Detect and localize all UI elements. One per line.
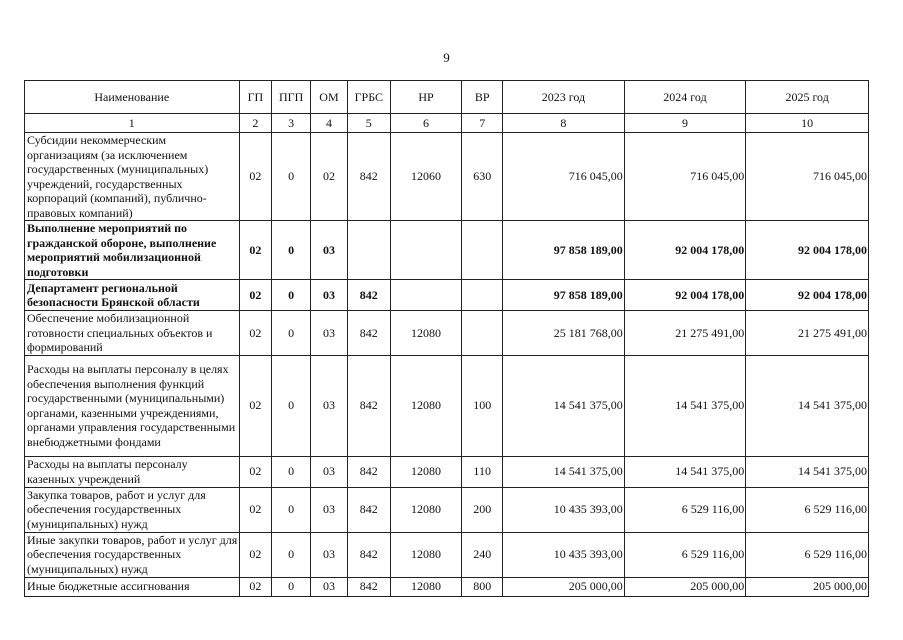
cell-vr	[462, 280, 503, 311]
cell-nr: 12080	[390, 532, 462, 577]
cell-om: 03	[311, 280, 348, 311]
cell-grbs: 842	[347, 487, 390, 532]
cell-gp: 02	[239, 221, 272, 280]
cell-y2023: 10 435 393,00	[503, 487, 625, 532]
col-number: 5	[347, 114, 390, 133]
cell-vr: 100	[462, 355, 503, 456]
cell-grbs: 842	[347, 532, 390, 577]
col-number: 9	[624, 114, 746, 133]
cell-y2024: 716 045,00	[624, 133, 746, 221]
cell-name: Иные бюджетные ассигнования	[25, 577, 240, 596]
cell-gp: 02	[239, 133, 272, 221]
cell-om: 03	[311, 577, 348, 596]
cell-om: 03	[311, 355, 348, 456]
cell-gp: 02	[239, 577, 272, 596]
cell-y2023: 25 181 768,00	[503, 311, 625, 356]
cell-om: 03	[311, 311, 348, 356]
cell-vr: 200	[462, 487, 503, 532]
cell-y2023: 205 000,00	[503, 577, 625, 596]
col-header-2023: 2023 год	[503, 81, 625, 114]
cell-nr	[390, 280, 462, 311]
cell-pgp: 0	[272, 311, 311, 356]
cell-y2024: 92 004 178,00	[624, 221, 746, 280]
cell-pgp: 0	[272, 456, 311, 487]
cell-name: Иные закупки товаров, работ и услуг для обеспечения государственных (муниципальных) нужд	[25, 532, 240, 577]
cell-y2023: 14 541 375,00	[503, 456, 625, 487]
col-header-om: ОМ	[311, 81, 348, 114]
cell-pgp: 0	[272, 577, 311, 596]
cell-pgp: 0	[272, 221, 311, 280]
column-number-row	[25, 114, 869, 133]
cell-om: 03	[311, 456, 348, 487]
page-number: 9	[443, 50, 450, 65]
cell-om: 03	[311, 487, 348, 532]
cell-name: Расходы на выплаты персоналу казенных учреждений	[25, 456, 240, 487]
cell-grbs: 842	[347, 355, 390, 456]
cell-y2025: 92 004 178,00	[746, 221, 869, 280]
cell-grbs: 842	[347, 280, 390, 311]
cell-y2023: 97 858 189,00	[503, 280, 625, 311]
col-header-grbs: ГРБС	[347, 81, 390, 114]
cell-gp: 02	[239, 456, 272, 487]
cell-y2024: 14 541 375,00	[624, 355, 746, 456]
cell-grbs: 842	[347, 311, 390, 356]
cell-y2025: 205 000,00	[746, 577, 869, 596]
col-header-gp: ГП	[239, 81, 272, 114]
cell-nr: 12060	[390, 133, 462, 221]
cell-vr: 630	[462, 133, 503, 221]
cell-grbs	[347, 221, 390, 280]
cell-y2024: 6 529 116,00	[624, 532, 746, 577]
cell-pgp: 0	[272, 532, 311, 577]
cell-gp: 02	[239, 355, 272, 456]
cell-name: Расходы на выплаты персоналу в целях обеспечения выполнения функций государственными (муниципальными) органами, казенными учреждениями, органами управления государственными внебюджетными фондами	[25, 355, 240, 456]
cell-gp: 02	[239, 311, 272, 356]
cell-pgp: 0	[272, 487, 311, 532]
table-row	[25, 280, 869, 311]
col-number: 2	[239, 114, 272, 133]
col-number: 3	[272, 114, 311, 133]
col-header-2024: 2024 год	[624, 81, 746, 114]
cell-pgp: 0	[272, 280, 311, 311]
cell-y2025: 14 541 375,00	[746, 355, 869, 456]
col-number: 6	[390, 114, 462, 133]
col-header-nr: НР	[390, 81, 462, 114]
cell-nr: 12080	[390, 487, 462, 532]
cell-y2023: 14 541 375,00	[503, 355, 625, 456]
cell-gp: 02	[239, 280, 272, 311]
cell-name: Выполнение мероприятий по гражданской обороне, выполнение мероприятий мобилизационной подготовки	[25, 221, 240, 280]
table-body	[25, 133, 869, 597]
cell-grbs: 842	[347, 456, 390, 487]
col-header-name: Наименование	[25, 81, 240, 114]
col-number: 10	[746, 114, 869, 133]
table-row	[25, 532, 869, 577]
cell-name: Обеспечение мобилизационной готовности специальных объектов и формирований	[25, 311, 240, 356]
cell-om: 03	[311, 532, 348, 577]
cell-gp: 02	[239, 487, 272, 532]
cell-nr: 12080	[390, 577, 462, 596]
col-number: 4	[311, 114, 348, 133]
cell-y2023: 716 045,00	[503, 133, 625, 221]
cell-vr	[462, 221, 503, 280]
cell-nr: 12080	[390, 456, 462, 487]
cell-y2024: 6 529 116,00	[624, 487, 746, 532]
cell-y2024: 21 275 491,00	[624, 311, 746, 356]
cell-y2025: 21 275 491,00	[746, 311, 869, 356]
cell-om: 02	[311, 133, 348, 221]
table-row	[25, 456, 869, 487]
header-row	[25, 81, 869, 114]
cell-vr	[462, 311, 503, 356]
col-header-vr: ВР	[462, 81, 503, 114]
cell-nr	[390, 221, 462, 280]
cell-nr: 12080	[390, 355, 462, 456]
cell-y2025: 14 541 375,00	[746, 456, 869, 487]
cell-name: Департамент региональной безопасности Брянской области	[25, 280, 240, 311]
budget-table	[24, 80, 869, 597]
cell-om: 03	[311, 221, 348, 280]
cell-vr: 240	[462, 532, 503, 577]
cell-name: Субсидии некоммерческим организациям (за исключением государственных (муниципальных) учреждений, государственных корпораций (компаний), публично-правовых компаний)	[25, 133, 240, 221]
cell-y2024: 92 004 178,00	[624, 280, 746, 311]
table-row	[25, 487, 869, 532]
cell-nr: 12080	[390, 311, 462, 356]
cell-grbs: 842	[347, 133, 390, 221]
col-number: 1	[25, 114, 240, 133]
cell-vr: 800	[462, 577, 503, 596]
col-header-2025: 2025 год	[746, 81, 869, 114]
table-row	[25, 311, 869, 356]
cell-pgp: 0	[272, 355, 311, 456]
cell-name: Закупка товаров, работ и услуг для обеспечения государственных (муниципальных) нужд	[25, 487, 240, 532]
cell-y2023: 97 858 189,00	[503, 221, 625, 280]
cell-y2023: 10 435 393,00	[503, 532, 625, 577]
col-number: 7	[462, 114, 503, 133]
cell-y2025: 6 529 116,00	[746, 532, 869, 577]
cell-y2024: 14 541 375,00	[624, 456, 746, 487]
col-header-pgp: ПГП	[272, 81, 311, 114]
cell-y2024: 205 000,00	[624, 577, 746, 596]
col-number: 8	[503, 114, 625, 133]
cell-vr: 110	[462, 456, 503, 487]
cell-y2025: 6 529 116,00	[746, 487, 869, 532]
cell-y2025: 92 004 178,00	[746, 280, 869, 311]
table-row	[25, 221, 869, 280]
cell-y2025: 716 045,00	[746, 133, 869, 221]
cell-pgp: 0	[272, 133, 311, 221]
table-row	[25, 355, 869, 456]
cell-gp: 02	[239, 532, 272, 577]
cell-grbs: 842	[347, 577, 390, 596]
table-row	[25, 577, 869, 596]
table-row	[25, 133, 869, 221]
